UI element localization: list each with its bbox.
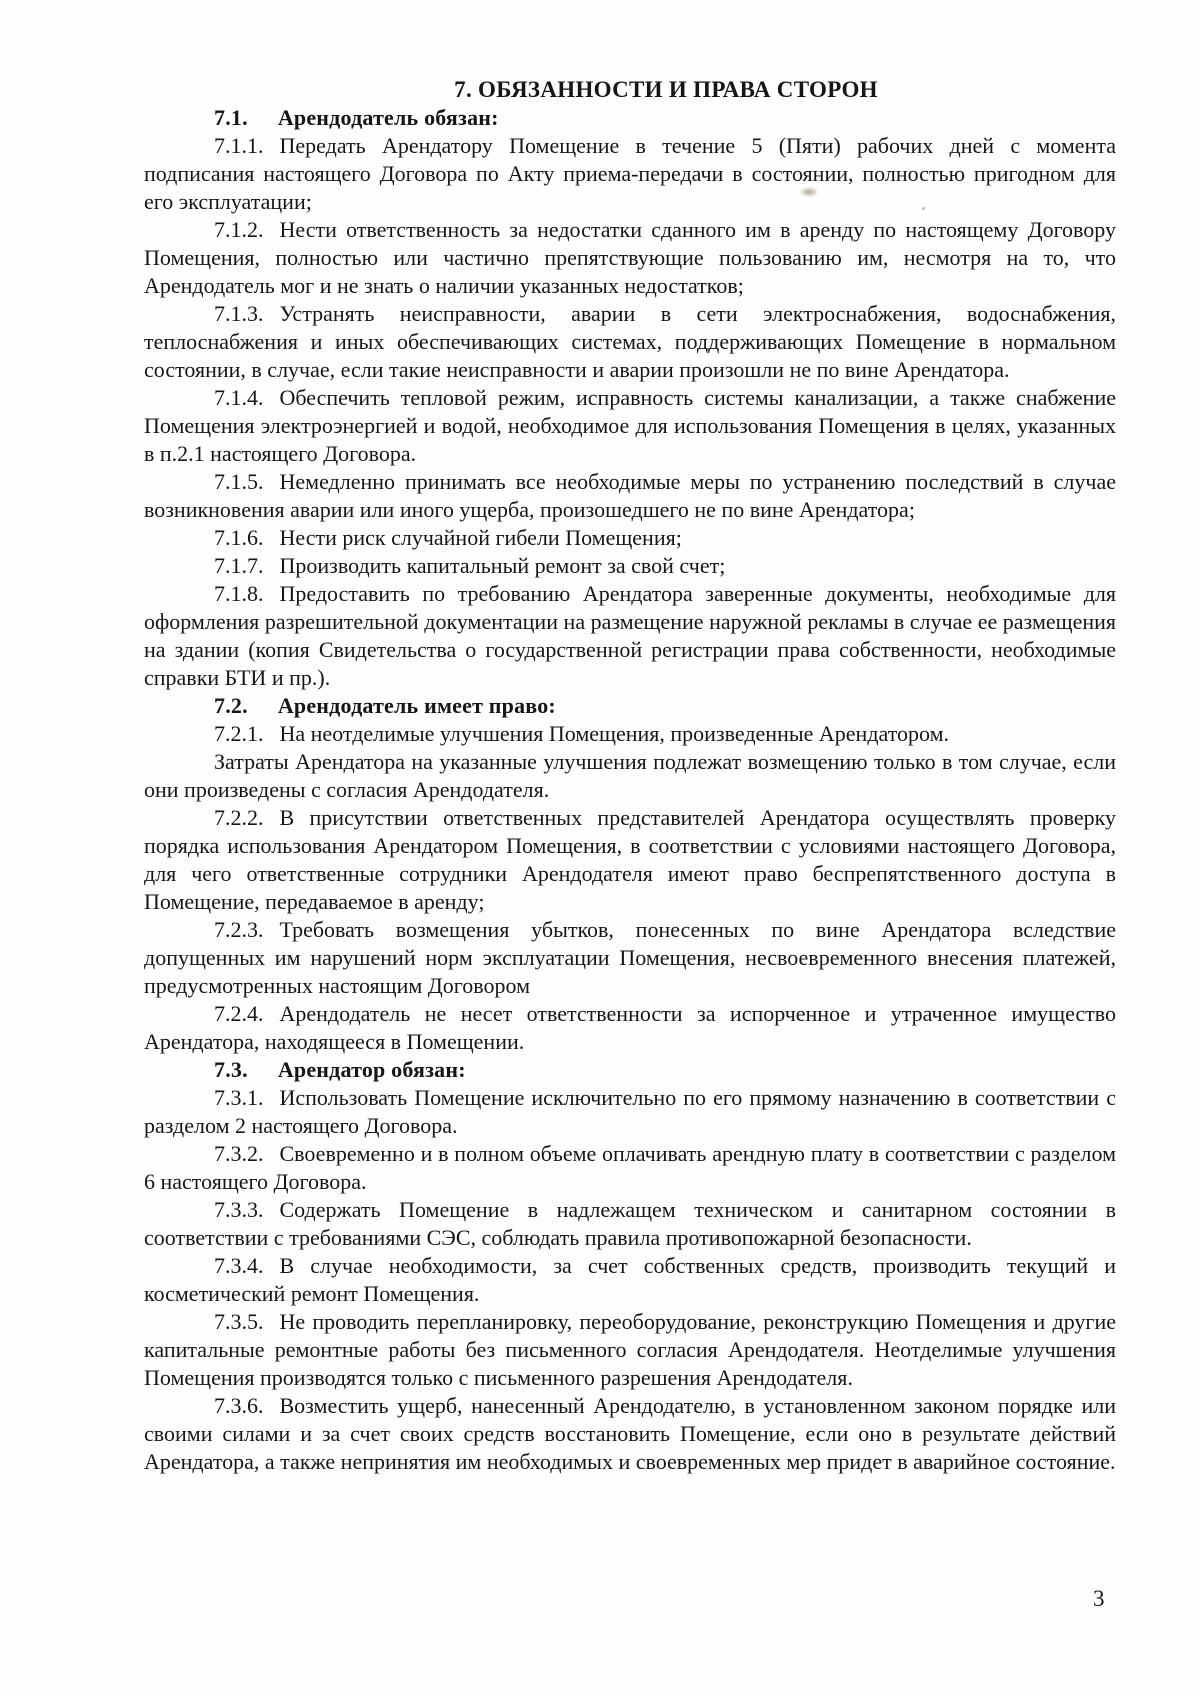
clause-number: 7.3.2.: [214, 1141, 264, 1166]
heading-number: 7.3.: [214, 1057, 248, 1082]
scan-artifact-smudge: [800, 187, 818, 197]
heading-label: Арендатор обязан:: [277, 1057, 466, 1082]
clause-7-3-5: [144, 1308, 1116, 1392]
clause-number: 7.1.2.: [214, 217, 264, 242]
clause-text: Нести ответственность за недостатки сданного им в аренду по настоящему Договору Помещения, полностью или частично препятствующие пользованию им, несмотря на то, что Арендодатель мог и не знать о наличии указанных недостатков;: [144, 217, 1116, 298]
clause-text: Использовать Помещение исключительно по его прямому назначению в соответствии с разделом 2 настоящего Договора.: [144, 1085, 1116, 1138]
clause-number: 7.2.3.: [214, 917, 264, 942]
clause-number: 7.1.6.: [214, 525, 264, 550]
clause-number: 7.3.6.: [214, 1393, 264, 1418]
clause-number: 7.2.4.: [214, 1001, 264, 1026]
heading-label: Арендодатель обязан:: [277, 105, 499, 130]
clause-7-2-1-continuation: [144, 748, 1116, 804]
clause-number: 7.2.2.: [214, 805, 264, 830]
clause-text: Обеспечить тепловой режим, исправность системы канализации, а также снабжение Помещения электроэнергией и водой, необходимое для использования Помещения в целях, указанных в п.2.1 настоящего Договора.: [144, 385, 1116, 466]
clause-text: Передать Арендатору Помещение в течение 5 (Пяти) рабочих дней с момента подписания настоящего Договора по Акту приема-передачи в состоянии, полностью пригодном для его эксплуатации;: [144, 133, 1116, 214]
clause-7-1-2: [144, 216, 1116, 300]
clause-text: Возместить ущерб, нанесенный Арендодателю, в установленном законом порядке или своими силами и за счет своих средств восстановить Помещение, если оно в результате действий Арендатора, а также непринятия им необходимых и своевременных мер придет в аварийное состояние.: [144, 1393, 1116, 1474]
clause-text: Арендодатель не несет ответственности за испорченное и утраченное имущество Арендатора, находящееся в Помещении.: [144, 1001, 1116, 1054]
clause-number: 7.3.5.: [214, 1309, 264, 1334]
clause-7-1-7: [144, 552, 1116, 580]
clause-text: Устранять неисправности, аварии в сети электроснабжения, водоснабжения, теплоснабжения и иных обеспечивающих системах, поддерживающих Помещение в нормальном состоянии, в случае, если такие неисправности и аварии произошли не по вине Арендатора.: [144, 301, 1116, 382]
clause-7-1-6: [144, 524, 1116, 552]
page-number: 3: [1093, 1586, 1105, 1611]
contract-text-block: [144, 76, 1116, 1476]
clause-7-2-4: [144, 1000, 1116, 1056]
clause-7-3-6: [144, 1392, 1116, 1476]
clause-text: Нести риск случайной гибели Помещения;: [279, 525, 682, 550]
clause-text: Предоставить по требованию Арендатора заверенные документы, необходимые для оформления разрешительной документации на размещение наружной рекламы в случае ее размещения на здании (копия Свидетельства о государственной регистрации права собственности, необходимые справки БТИ и пр.).: [144, 581, 1116, 690]
section-heading-7-1: [144, 104, 1116, 132]
clause-number: 7.3.1.: [214, 1085, 264, 1110]
clause-text: Затраты Арендатора на указанные улучшения подлежат возмещению только в том случае, если они произведены с согласия Арендодателя.: [144, 749, 1116, 802]
clause-7-1-1: [144, 132, 1116, 216]
clause-number: 7.1.7.: [214, 553, 264, 578]
clause-text: Немедленно принимать все необходимые меры по устранению последствий в случае возникновения аварии или иного ущерба, произошедшего не по вине Арендатора;: [144, 469, 1116, 522]
clause-text: В случае необходимости, за счет собственных средств, производить текущий и косметический ремонт Помещения.: [144, 1253, 1116, 1306]
scan-artifact-speck: [922, 207, 925, 210]
heading-label: Арендодатель имеет право:: [277, 693, 556, 718]
section-heading-7-2: [144, 692, 1116, 720]
clause-text: В присутствии ответственных представителей Арендатора осуществлять проверку порядка использования Арендатором Помещения, в соответствии с условиями настоящего Договора, для чего ответственные сотрудники Арендодателя имеют право беспрепятственного доступа в Помещение, передаваемое в аренду;: [144, 805, 1116, 914]
clause-number: 7.3.4.: [214, 1253, 264, 1278]
clause-7-1-4: [144, 384, 1116, 468]
heading-number: 7.1.: [214, 105, 248, 130]
section-title: 7. ОБЯЗАННОСТИ И ПРАВА СТОРОН: [454, 77, 878, 102]
clause-number: 7.1.4.: [214, 385, 264, 410]
clause-7-1-5: [144, 468, 1116, 524]
heading-number: 7.2.: [214, 693, 248, 718]
clause-7-3-1: [144, 1084, 1116, 1140]
clause-text: Производить капитальный ремонт за свой счет;: [279, 553, 726, 578]
section-heading-7-3: [144, 1056, 1116, 1084]
clause-text: Содержать Помещение в надлежащем техническом и санитарном состоянии в соответствии с требованиями СЭС, соблюдать правила противопожарной безопасности.: [144, 1197, 1116, 1250]
clause-text: Не проводить перепланировку, переоборудование, реконструкцию Помещения и другие капитальные ремонтные работы без письменного согласия Арендодателя. Неотделимые улучшения Помещения производятся только с письменного разрешения Арендодателя.: [144, 1309, 1116, 1390]
clause-7-1-3: [144, 300, 1116, 384]
clause-7-2-3: [144, 916, 1116, 1000]
clause-number: 7.1.1.: [214, 133, 264, 158]
clause-text: На неотделимые улучшения Помещения, произведенные Арендатором.: [279, 721, 950, 746]
clause-7-3-2: [144, 1140, 1116, 1196]
clause-number: 7.2.1.: [214, 721, 264, 746]
clause-text: Требовать возмещения убытков, понесенных по вине Арендатора вследствие допущенных им нарушений норм эксплуатации Помещения, несвоевременного внесения платежей, предусмотренных настоящим Договором: [144, 917, 1116, 998]
clause-7-2-2: [144, 804, 1116, 916]
clause-number: 7.1.3.: [214, 301, 264, 326]
clause-text: Своевременно и в полном объеме оплачивать арендную плату в соответствии с разделом 6 настоящего Договора.: [144, 1141, 1116, 1194]
clause-7-1-8: [144, 580, 1116, 692]
clause-7-3-4: [144, 1252, 1116, 1308]
clause-number: 7.3.3.: [214, 1197, 264, 1222]
clause-7-3-3: [144, 1196, 1116, 1252]
clause-7-2-1: [144, 720, 1116, 748]
clause-number: 7.1.8.: [214, 581, 264, 606]
clause-number: 7.1.5.: [214, 469, 264, 494]
